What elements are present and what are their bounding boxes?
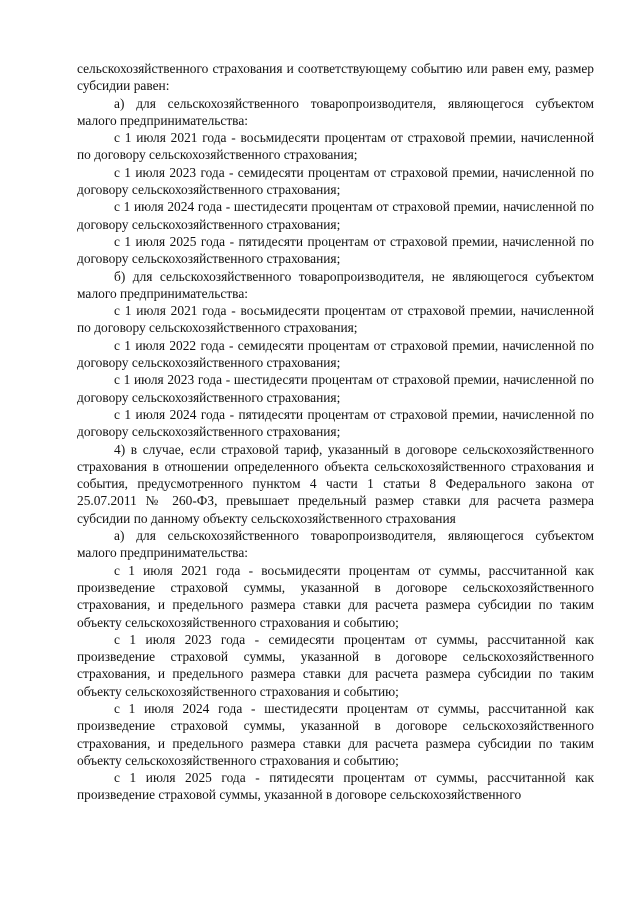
paragraph-a-2025: с 1 июля 2025 года - пятидесяти процентам от страховой премии, начисленной по договору сельскохозяйственного страхования;: [77, 233, 594, 267]
paragraph-b-2023: с 1 июля 2023 года - шестидесяти процентам от страховой премии, начисленной по договору сельскохозяйственного страхования;: [77, 372, 594, 405]
paragraph-item-4-a-2025: с 1 июля 2025 года - пятидесяти процентам от суммы, рассчитанной как произведение страховой суммы, указанной в договоре сельскохозяйственного: [77, 770, 594, 803]
paragraph-b-2024: с 1 июля 2024 года - пятидесяти процентам от страховой премии, начисленной по договору сельскохозяйственного страхования;: [77, 406, 594, 440]
document-page: [77, 60, 594, 804]
paragraph-subsection-b: б) для сельскохозяйственного товаропроизводителя, не являющегося субъектом малого предпринимательства:: [77, 268, 594, 301]
paragraph-item-4-subsection-a: а) для сельскохозяйственного товаропроизводителя, являющегося субъектом малого предпринимательства:: [77, 528, 594, 561]
paragraph-a-2023: с 1 июля 2023 года - семидесяти процентам от страховой премии, начисленной по договору сельскохозяйственного страхования;: [77, 164, 594, 198]
paragraph-continuation: сельскохозяйственного страхования и соответствующему событию или равен ему, размер субсидии равен:: [77, 61, 594, 94]
paragraph-a-2021: с 1 июля 2021 года - восьмидесяти процентам от страховой премии, начисленной по договору сельскохозяйственного страхования;: [77, 130, 594, 163]
paragraph-item-4-a-2024: с 1 июля 2024 года - шестидесяти процентам от суммы, рассчитанной как произведение страховой суммы, указанной в договоре сельскохозяйственного страхования, и предельного размера ставки для расчета размера субсидии по таким объекту сельскохозяйственного страхования и событию;: [77, 700, 594, 768]
paragraph-item-4-a-2023: с 1 июля 2023 года - семидесяти процентам от суммы, рассчитанной как произведение страховой суммы, указанной в договоре сельскохозяйственного страхования, и предельного размера ставки для расчета размера субсидии по таким объекту сельскохозяйственного страхования и событию;: [77, 631, 594, 699]
paragraph-subsection-a: а) для сельскохозяйственного товаропроизводителя, являющегося субъектом малого предпринимательства:: [77, 95, 594, 128]
paragraph-item-4: 4) в случае, если страховой тариф, указанный в договоре сельскохозяйственного страхования в отношении определенного объекта сельскохозяйственного страхования и события, предусмотренного пунктом 4 части 1 статьи 8 Федерального закона от 25.07.2011 № 260-ФЗ, превышает предельный размер ставки для расчета размера субсидии по данному объекту сельскохозяйственного страхования: [77, 441, 594, 526]
paragraph-a-2024: с 1 июля 2024 года - шестидесяти процентам от страховой премии, начисленной по договору сельскохозяйственного страхования;: [77, 199, 594, 232]
paragraph-b-2021: с 1 июля 2021 года - восьмидесяти процентам от страховой премии, начисленной по договору сельскохозяйственного страхования;: [77, 303, 594, 336]
paragraph-b-2022: с 1 июля 2022 года - семидесяти процентам от страховой премии, начисленной по договору сельскохозяйственного страхования;: [77, 337, 594, 371]
paragraph-item-4-a-2021: с 1 июля 2021 года - восьмидесяти процентам от суммы, рассчитанной как произведение страховой суммы, указанной в договоре сельскохозяйственного страхования, и предельного размера ставки для расчета размера субсидии по таким объекту сельскохозяйственного страхования и событию;: [77, 562, 594, 630]
